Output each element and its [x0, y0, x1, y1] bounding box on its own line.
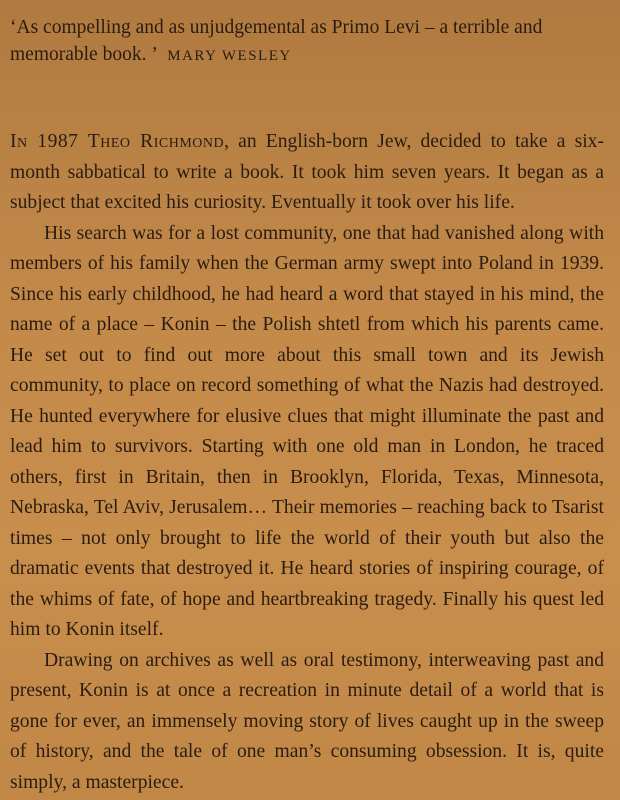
quote-text: ‘As compelling and as unjudgemental as Primo Levi – a terrible and memorable book. ’ — [10, 17, 543, 65]
blurb-paragraph-1-text: , an English-born Jew, decided to take a six-month sabbatical to write a book. It took him seven years. It began as a subject that excited his curiosity. Eventually it took over his life. — [10, 131, 604, 213]
quote-author: MARY WESLEY — [167, 48, 292, 64]
review-quote — [10, 14, 604, 70]
blurb-paragraph-2: His search was for a lost community, one that had vanished along with members of his family when the German army swept into Poland in 1939. Since his early childhood, he had heard a word that stayed in his mind, the name of a place – Konin – the Polish shtetl from which his parents came. He set out to find out more about this small town and its Jewish community, to place on record something of what the Nazis had destroyed. He hunted everywhere for elusive clues that might illuminate the past and lead him to survivors. Starting with one old man in London, he traced others, first in Britain, then in Brooklyn, Florida, Texas, Minnesota, Nebraska, Tel Aviv, Jerusalem… Their memories – reaching back to Tsarist times – not only brought to life the world of their youth but also the dramatic events that destroyed it. He heard stories of inspiring courage, of the whims of fate, of hope and heartbreaking tragedy. Finally his quest led him to Konin itself. — [10, 222, 604, 640]
blurb-lead-in: In 1987 Theo Richmond — [10, 131, 225, 152]
book-blurb — [10, 127, 604, 798]
blurb-paragraph-1 — [10, 127, 604, 219]
blurb-paragraph-3: Drawing on archives as well as oral testimony, interweaving past and present, Konin is at once a recreation in minute detail of a world that is gone for ever, an immensely moving story of lives caught up in the sweep of history, and the tale of one man’s consuming obsession. It is, quite simply, a masterpiece. — [10, 649, 604, 793]
